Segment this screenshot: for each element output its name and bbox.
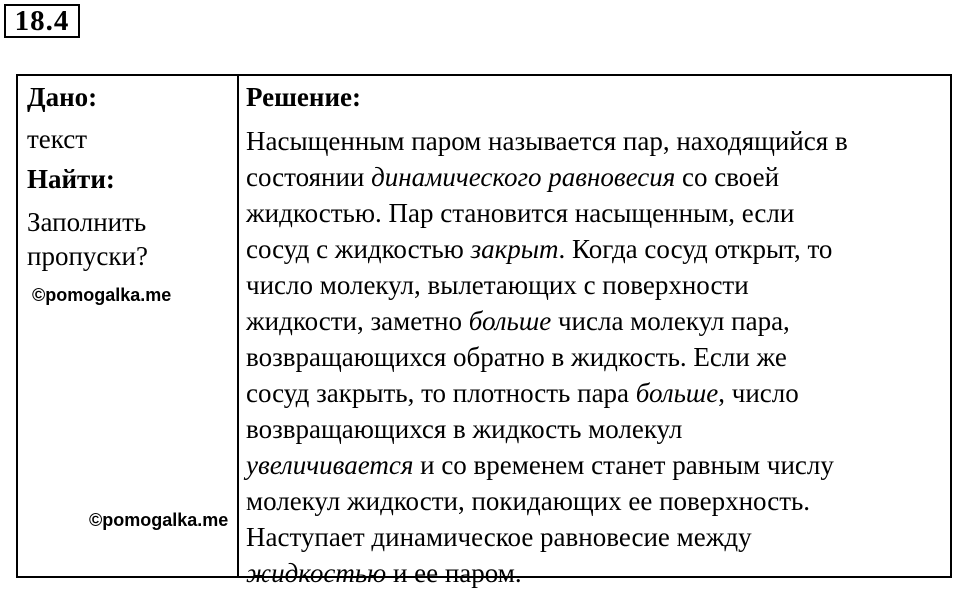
filled-answer: динамического равновесия — [371, 162, 676, 192]
filled-answer: закрыт — [470, 234, 559, 264]
filled-answer: больше — [468, 306, 552, 336]
solution-text-segment: возвращающихся обратно в жидкость. Если же — [246, 342, 787, 372]
filled-answer: жидкостью — [246, 558, 387, 588]
solution-line — [246, 555, 946, 591]
solution-text-segment: сосуд закрыть, то плотность пара — [246, 378, 636, 408]
solution-line — [246, 519, 946, 555]
solution-text-segment: число молекул, вылетающих с поверхности — [246, 270, 749, 300]
solution-line — [246, 159, 946, 195]
solution-text-segment: и ее паром. — [386, 558, 522, 588]
solution-text-segment: и со временем станет равным числу — [413, 450, 834, 480]
column-divider — [237, 76, 239, 576]
solution-text-segment: числа молекул пара, — [551, 306, 790, 336]
filled-answer: больше — [635, 378, 719, 408]
solution-line — [246, 411, 946, 447]
solution-line — [246, 339, 946, 375]
solution-text-segment: состоянии — [246, 162, 372, 192]
solution-text-segment: жидкостью. Пар становится насыщенным, если — [246, 198, 795, 228]
find-text-line2: пропуски? — [27, 241, 148, 271]
solution-line — [246, 195, 946, 231]
solution-text-segment: возвращающихся в жидкость молекул — [246, 414, 683, 444]
solution-line — [246, 231, 946, 267]
solution-heading: Решение: — [246, 82, 361, 112]
watermark-bottom: ©pomogalka.me — [89, 510, 229, 530]
task-number: 18.4 — [4, 4, 80, 38]
solution-text-segment: жидкости, заметно — [246, 306, 469, 336]
find-text-line1: Заполнить — [27, 207, 147, 237]
solution-line — [246, 303, 946, 339]
filled-answer: увеличивается — [246, 450, 414, 480]
given-value: текст — [27, 124, 88, 154]
solution-line — [246, 123, 946, 159]
given-column — [27, 80, 232, 273]
solution-text-segment: Насыщенным паром называется пар, находящийся в — [246, 126, 848, 156]
solution-column — [246, 80, 946, 591]
solution-text-segment: , число — [718, 378, 799, 408]
solution-text-segment: со своей — [675, 162, 780, 192]
task-table — [16, 74, 952, 588]
solution-text — [246, 123, 946, 591]
solution-text-segment: . Когда сосуд открыт, то — [558, 234, 833, 264]
solution-line — [246, 447, 946, 483]
find-heading: Найти: — [27, 164, 115, 194]
given-heading: Дано: — [27, 82, 98, 112]
solution-text-segment: молекул жидкости, покидающих ее поверхность. — [246, 486, 811, 516]
solution-text-segment: сосуд с жидкостью — [246, 234, 471, 264]
solution-line — [246, 483, 946, 519]
solution-text-segment: Наступает динамическое равновесие между — [246, 522, 752, 552]
solution-line — [246, 375, 946, 411]
watermark-top: ©pomogalka.me — [32, 285, 172, 305]
solution-line — [246, 267, 946, 303]
